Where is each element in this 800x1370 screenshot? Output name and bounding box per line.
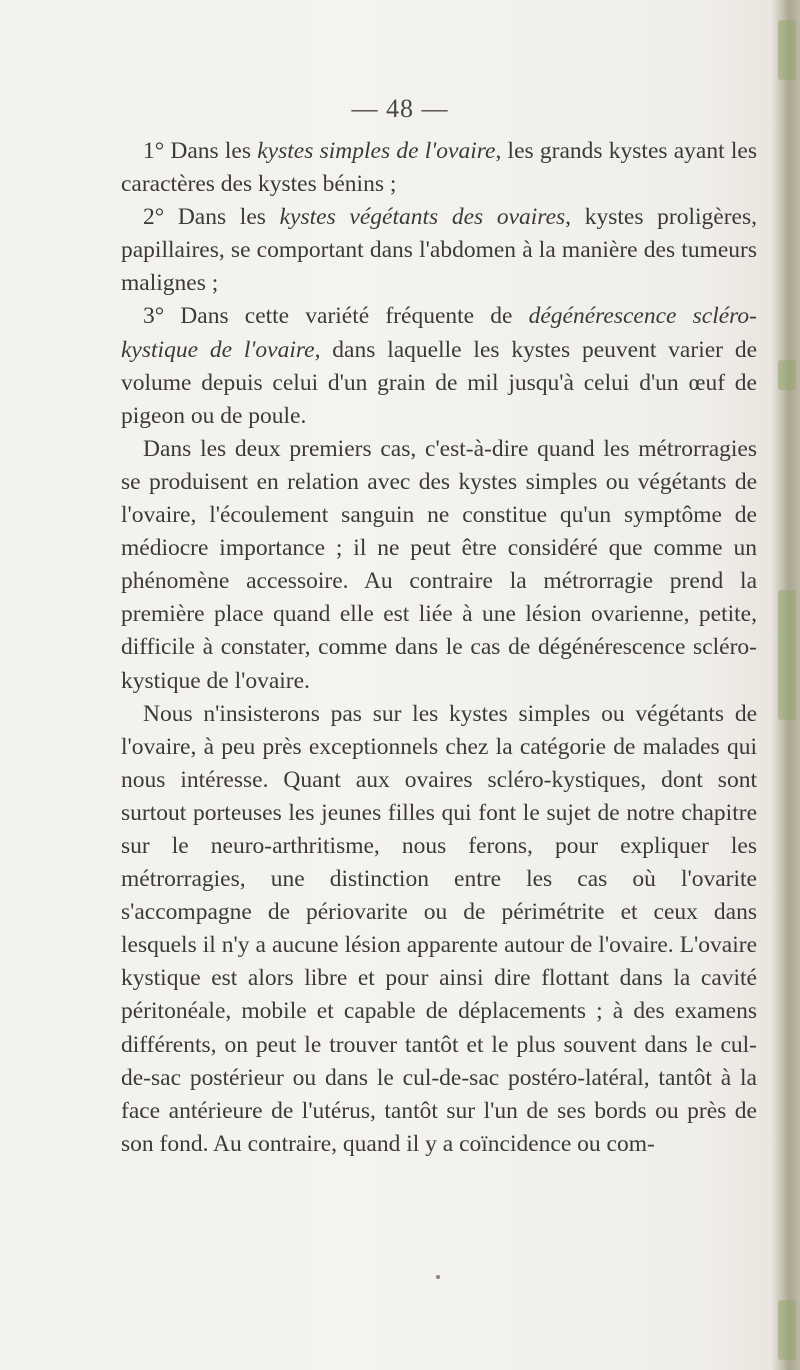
ink-speck (436, 1275, 440, 1279)
page-edge-stain (778, 20, 796, 80)
italic-term: kystes végétants des ovaires (279, 204, 566, 231)
paragraph: 2° Dans les kystes végétants des ovaires, kystes proligères, papillaires, se comportant dans l'abdomen à la manière des tumeurs malignes ; (121, 204, 757, 297)
page-number: — 48 — (351, 94, 449, 123)
page-edge-stain (778, 360, 796, 390)
paragraph: Nous n'insisterons pas sur les kystes simples ou végétants de l'ovaire, à peu près exceptionnels chez la catégorie de malades qui nous intéresse. Quant aux ovaires scléro-kystiques, dont sont surtout porteuses les jeunes filles qui font le sujet de notre chapitre sur le neuro-arthritisme, nous ferons, pour expliquer les métrorragies, une distinction entre les cas où l'ovarite s'accompagne de périovarite ou de périmétrite et ceux dans lesquels il n'y a aucune lésion apparente autour de l'ovaire. L'ovaire kystique est alors libre et pour ainsi dire flottant dans la cavité péritonéale, mobile et capable de déplacements ; à des examens différents, on peut le trouver tantôt et le plus souvent dans le cul-de-sac postérieur ou dans le cul-de-sac postéro-latéral, tantôt à la face antérieure de l'utérus, tantôt sur l'un de ses bords ou près de son fond. Au contraire, quand il y a coïncidence ou com- (121, 700, 757, 1157)
body-text (121, 135, 757, 1161)
paragraph: 3° Dans cette variété fréquente de dégénérescence scléro-kystique de l'ovaire, dans laquelle les kystes peuvent varier de volume depuis celui d'un grain de mil jusqu'à celui d'un œuf de pigeon ou de poule. (121, 303, 758, 429)
paragraph: Dans les deux premiers cas, c'est-à-dire quand les métrorragies se produisent en relation avec des kystes simples ou végétants de l'ovaire, l'écoulement sanguin ne constitue qu'un symptôme de médiocre importance ; il ne peut être considéré que comme un phénomène accessoire. Au contraire la métrorragie prend la première place quand elle est liée à une lésion ovarienne, petite, difficile à constater, comme dans le cas de dégénérescence scléro-kystique de l'ovaire. (121, 435, 757, 694)
italic-term: kystes simples de l'ovaire (257, 138, 496, 164)
page-edge-stain (778, 1300, 796, 1360)
page-edge-stain (778, 590, 796, 720)
italic-term: dégénérescence scléro-kystique de l'ovaire (121, 303, 758, 363)
paragraph: 1° Dans les kystes simples de l'ovaire, les grands kystes ayant les caractères des kystes bénins ; (121, 138, 757, 198)
